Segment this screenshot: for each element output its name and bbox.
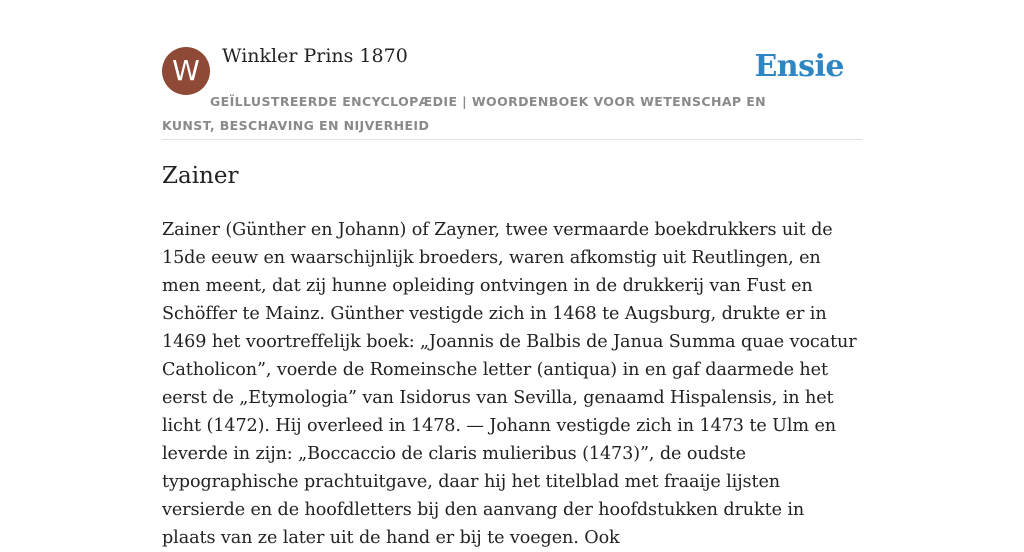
- source-avatar[interactable]: W: [162, 47, 210, 95]
- source-subtitle: GEÏLLUSTREERDE ENCYCLOPÆDIE | WOORDENBOEK VOOR WETENSCHAP EN KUNST, BESCHAVING EN NIJVERHEID: [162, 94, 767, 133]
- source-name[interactable]: Winkler Prins 1870: [222, 45, 408, 67]
- article-body: Zainer (Günther en Johann) of Zayner, twee vermaarde boekdrukkers uit de 15de eeuw en waarschijnlijk broeders, waren afkomstig uit Reutlingen, en men meent, dat zij hunne opleiding ontvingen in de drukkerij van Fust en Schöffer te Mainz. Günther vestigde zich in 1468 te Augsburg, drukte er in 1469 het voortreffelijk boek: „Joannis de Balbis de Janua Summa quae vocatur Catholicon”, voerde de Romeinsche letter (antiqua) in en gaf daarmede het eerst de „Etymologia” van Isidorus van Sevilla, genaamd Hispalensis, in het licht (1472). Hij overleed in 1478. — Johann vestigde zich in 1473 te Ulm en leverde in zijn: „Boccaccio de claris mulieribus (1473)”, de oudste typographische prachtuitgave, daar hij het titelblad met fraaije lijsten versierde en de hoofdletters bij den aanvang der hoofdstukken drukte in plaats van ze later uit de hand er bij te voegen. Ook: [162, 220, 857, 548]
- source-header: [162, 0, 862, 140]
- ensie-logo[interactable]: Ensie: [754, 49, 844, 84]
- article-title: Zainer: [162, 163, 239, 189]
- content-container: [162, 0, 862, 548]
